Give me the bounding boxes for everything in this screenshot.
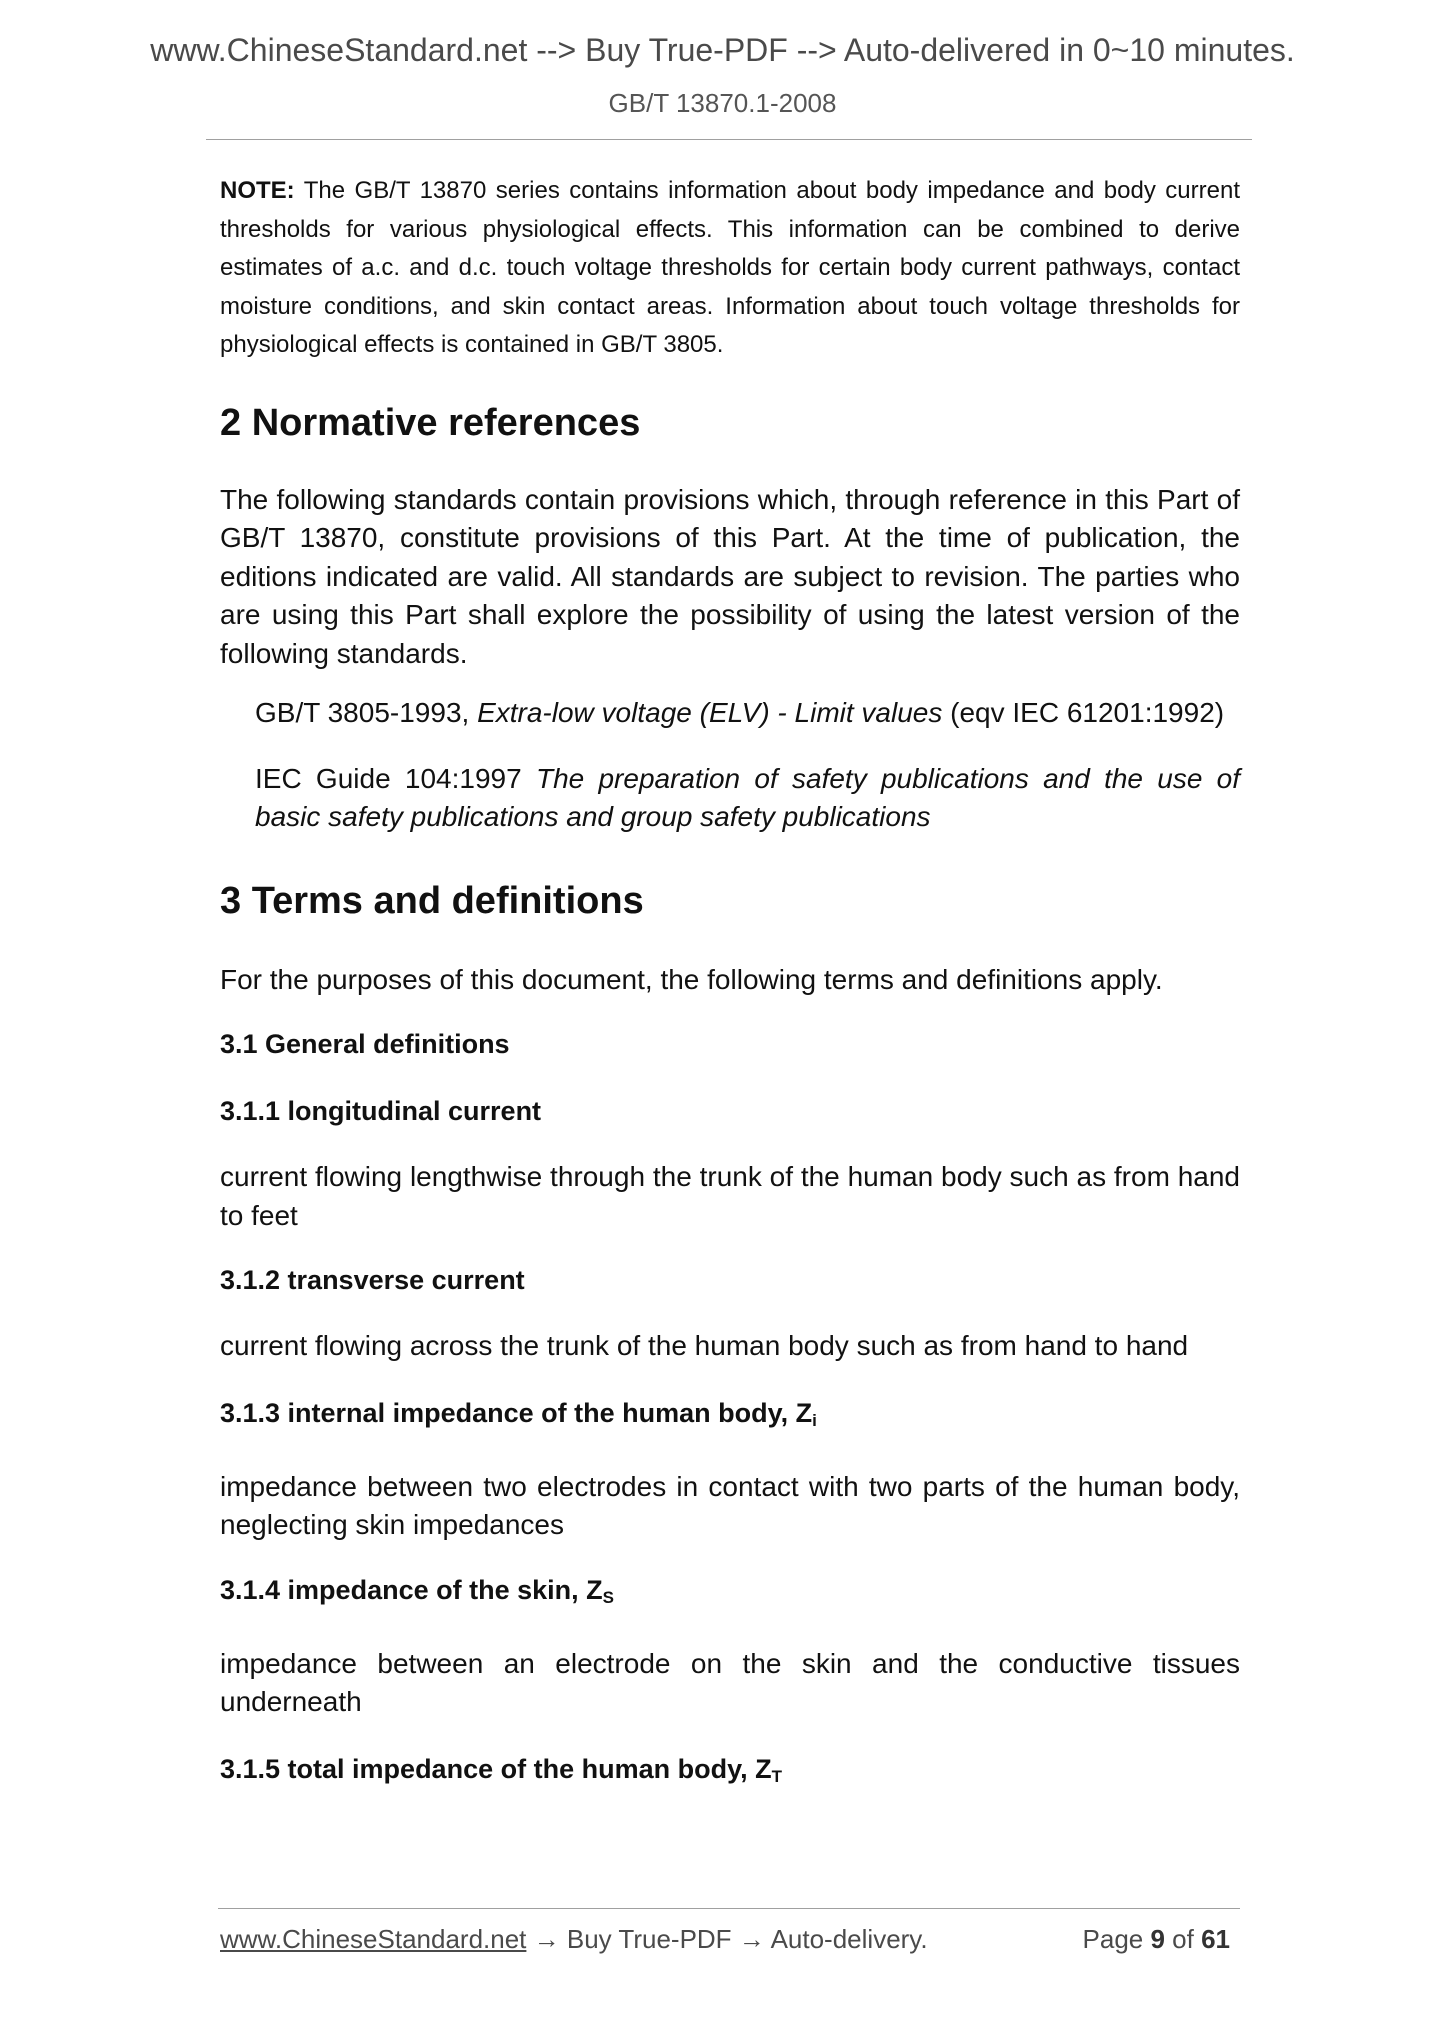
page-indicator [1083, 1924, 1230, 1955]
term-3-1-1-title: 3.1.1 longitudinal current [220, 1096, 542, 1126]
term-3-1-4-text: 3.1.4 impedance of the skin, [220, 1574, 587, 1605]
term-3-1-4-definition: impedance between an electrode on the skin and the conductive tissues underneath [220, 1647, 1240, 1717]
term-3-1-2-title: 3.1.2 transverse current [220, 1265, 525, 1295]
term-3-1-4-subscript: S [602, 1587, 614, 1607]
section-3-intro: For the purposes of this document, the following terms and definitions apply. [220, 963, 1163, 995]
page-footer [220, 1924, 1240, 1955]
of-label: of [1164, 1924, 1202, 1954]
reference-1 [220, 694, 1240, 733]
term-3-1-5-text: 3.1.5 total impedance of the human body, [220, 1753, 756, 1784]
term-3-1-4-title [220, 1572, 1240, 1616]
note-label: NOTE: [220, 177, 295, 204]
section-2-intro: The following standards contain provisions which, through reference in this Part of GB/T 13870, constitute provisions of this Part. At the time of publication, the editions indicated are valid. All standards are subject to revision. The parties who are using this Part shall explore the possibility of using the latest version of the following standards. [220, 483, 1240, 669]
page-label: Page [1082, 1924, 1151, 1954]
page-content [220, 172, 1240, 1795]
footer-site-link[interactable]: www.ChineseStandard.net [220, 1924, 527, 1954]
section-2-heading: 2 Normative references [220, 401, 641, 444]
term-3-1-3-text: 3.1.3 internal impedance of the human body, [220, 1397, 796, 1428]
term-3-1-5-symbol: Z [755, 1753, 772, 1784]
top-banner: www.ChineseStandard.net --> Buy True-PDF --> Auto-delivered in 0~10 minutes. [150, 32, 1295, 68]
term-3-1-3-subscript: i [812, 1410, 817, 1430]
reference-2-code: IEC Guide 104:1997 [255, 762, 536, 794]
footer-tagline: → Buy True-PDF → Auto-delivery. [526, 1924, 928, 1954]
reference-1-suffix: (eqv IEC 61201:1992) [942, 697, 1225, 728]
standard-code: GB/T 13870.1-2008 [608, 88, 837, 118]
term-3-1-4-symbol: Z [586, 1574, 603, 1605]
footer-divider [218, 1908, 1240, 1909]
reference-1-code: GB/T 3805-1993, [255, 697, 478, 728]
section-3-1-heading: 3.1 General definitions [220, 1029, 510, 1059]
term-3-1-3-title [220, 1395, 1240, 1439]
reference-2 [220, 760, 1240, 837]
note-text: The GB/T 13870 series contains information about body impedance and body current thresholds for various physiological effects. This information can be combined to derive estimates of a.c. and d.c. touch voltage thresholds for certain body current pathways, contact moisture conditions, and skin contact areas. Information about touch voltage thresholds for physiological effects is contained in GB/T 3805. [220, 177, 1240, 358]
term-3-1-3-symbol: Z [795, 1397, 813, 1428]
reference-2-title: The preparation of safety publications and the use of basic safety publications and group safety publications [255, 762, 1241, 832]
header-divider [206, 139, 1252, 140]
term-3-1-5-title [220, 1751, 1240, 1795]
total-pages: 61 [1201, 1924, 1230, 1954]
reference-1-title: Extra-low voltage (ELV) - Limit values [477, 697, 943, 728]
term-3-1-3-definition: impedance between two electrodes in contact with two parts of the human body, neglecting skin impedances [220, 1470, 1240, 1540]
section-3-heading: 3 Terms and definitions [220, 879, 644, 922]
term-3-1-1-definition: current flowing lengthwise through the trunk of the human body such as from hand to feet [220, 1161, 1240, 1231]
page-number: 9 [1150, 1924, 1165, 1954]
term-3-1-5-subscript: T [771, 1766, 782, 1786]
note-paragraph [220, 172, 1240, 365]
term-3-1-2-definition: current flowing across the trunk of the human body such as from hand to hand [220, 1330, 1189, 1361]
